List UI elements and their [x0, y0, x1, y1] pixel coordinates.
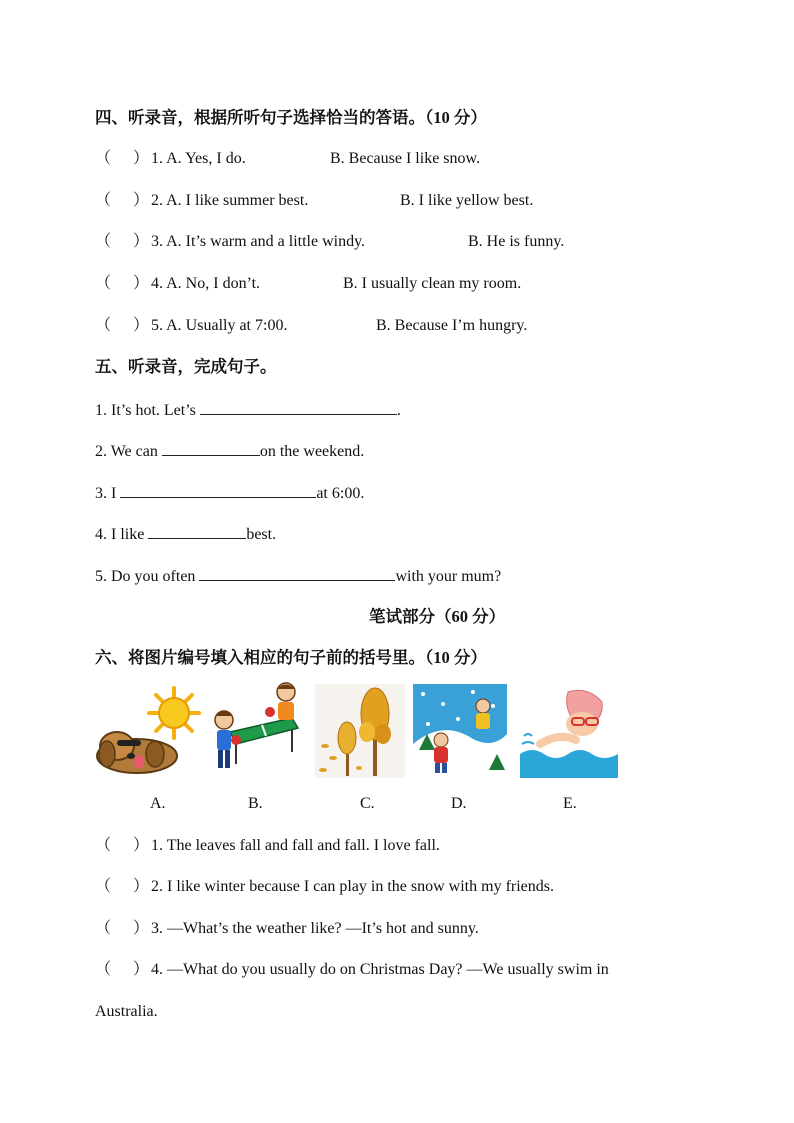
s4-item-number: 5.: [151, 317, 163, 334]
s6-item-2: [95, 877, 554, 897]
s5-prefix: 5. Do you often: [95, 568, 200, 585]
s4-option-b: B. Because I’m hungry.: [376, 317, 528, 334]
paren-close: ）: [133, 150, 150, 167]
s5-item-3: [95, 482, 364, 504]
answer-blank[interactable]: [148, 523, 246, 539]
s4-option-b: B. I like yellow best.: [400, 192, 534, 209]
paren-close: ）: [133, 233, 150, 250]
paren-open[interactable]: （: [95, 878, 112, 895]
written-part-title: 笔试部分（60 分）: [369, 607, 506, 626]
s4-option-b: B. I usually clean my room.: [343, 275, 522, 292]
paren-close: ）: [133, 192, 150, 209]
s6-item-text: 1. The leaves fall and fall and fall. I love fall.: [151, 837, 440, 854]
s5-prefix: 1. It’s hot. Let’s: [95, 402, 200, 419]
s6-item-1: [95, 836, 440, 856]
answer-blank[interactable]: [199, 565, 395, 581]
s4-option-a: A. Yes, I do.: [166, 150, 246, 167]
s5-prefix: 4. I like: [95, 526, 149, 543]
picture-d-winter-snow: [413, 684, 507, 778]
s5-suffix: best.: [246, 526, 277, 543]
answer-blank[interactable]: [120, 482, 316, 498]
s4-item-4: [95, 274, 260, 294]
s5-item-1: [95, 399, 401, 421]
section6-heading: 六、将图片编号填入相应的句子前的括号里。（10 分）: [95, 648, 487, 667]
s6-item-text: 2. I like winter because I can play in the snow with my friends.: [151, 878, 554, 895]
paren-open[interactable]: （: [95, 275, 112, 292]
s4-option-a: A. No, I don’t.: [166, 275, 261, 292]
s4-option-b: B. He is funny.: [468, 233, 565, 250]
paren-open[interactable]: （: [95, 192, 112, 209]
answer-blank[interactable]: [162, 440, 260, 456]
paren-open[interactable]: （: [95, 317, 112, 334]
s5-prefix: 2. We can: [95, 443, 162, 460]
picture-c-autumn-trees: [315, 684, 405, 778]
paren-close: ）: [133, 961, 150, 978]
s6-item-4: [95, 960, 609, 980]
picture-label-a: A.: [150, 795, 166, 812]
s4-option-a: A. It’s warm and a little windy.: [166, 233, 366, 250]
s5-suffix: at 6:00.: [316, 485, 365, 502]
s4-item-5: [95, 316, 287, 336]
s5-suffix: with your mum?: [395, 568, 502, 585]
paren-open[interactable]: （: [95, 837, 112, 854]
s6-item-text: 3. —What’s the weather like? —It’s hot and sunny.: [151, 920, 479, 937]
s4-item-1: [95, 149, 246, 169]
sun-icon: [149, 688, 199, 738]
picture-b-ping-pong: [210, 680, 302, 778]
answer-blank[interactable]: [200, 399, 397, 415]
paren-open[interactable]: （: [95, 961, 112, 978]
girl-icon: [476, 699, 490, 729]
s6-item-3: [95, 919, 479, 939]
s4-item-number: 2.: [151, 192, 163, 209]
s4-option-b: B. Because I like snow.: [330, 150, 481, 167]
boy-left-icon: [215, 711, 241, 768]
s5-item-2: [95, 440, 364, 462]
section5-heading: 五、听录音，完成句子。: [95, 357, 277, 376]
s4-option-a: A. Usually at 7:00.: [166, 317, 288, 334]
s4-item-number: 4.: [151, 275, 163, 292]
boy-right-icon: [265, 683, 295, 720]
s5-item-4: [95, 523, 276, 545]
s4-item-3: [95, 232, 365, 252]
paren-open[interactable]: （: [95, 233, 112, 250]
paren-close: ）: [133, 878, 150, 895]
s6-item-4-continuation: Australia.: [95, 1003, 158, 1020]
picture-label-e: E.: [563, 795, 577, 812]
s5-suffix: .: [396, 402, 401, 419]
s4-item-2: [95, 191, 308, 211]
dog-icon: [97, 732, 177, 773]
picture-e-swimmer: [520, 684, 618, 778]
paren-close: ）: [133, 920, 150, 937]
picture-a-hot-dog-sun: [95, 684, 201, 778]
s5-prefix: 3. I: [95, 485, 121, 502]
section4-heading: 四、听录音，根据所听句子选择恰当的答语。（10 分）: [95, 108, 487, 127]
s6-item-text: 4. —What do you usually do on Christmas Day? —We usually swim in: [151, 961, 609, 978]
swimmer-icon: [540, 690, 602, 744]
paren-close: ）: [133, 275, 150, 292]
s4-option-a: A. I like summer best.: [166, 192, 309, 209]
paren-open[interactable]: （: [95, 920, 112, 937]
s5-item-5: [95, 565, 501, 587]
paren-close: ）: [133, 837, 150, 854]
paren-close: ）: [133, 317, 150, 334]
picture-label-d: D.: [451, 795, 467, 812]
paren-open[interactable]: （: [95, 150, 112, 167]
picture-label-c: C.: [360, 795, 375, 812]
picture-label-b: B.: [248, 795, 263, 812]
s4-item-number: 1.: [151, 150, 163, 167]
s5-suffix: on the weekend.: [259, 443, 365, 460]
s4-item-number: 3.: [151, 233, 163, 250]
